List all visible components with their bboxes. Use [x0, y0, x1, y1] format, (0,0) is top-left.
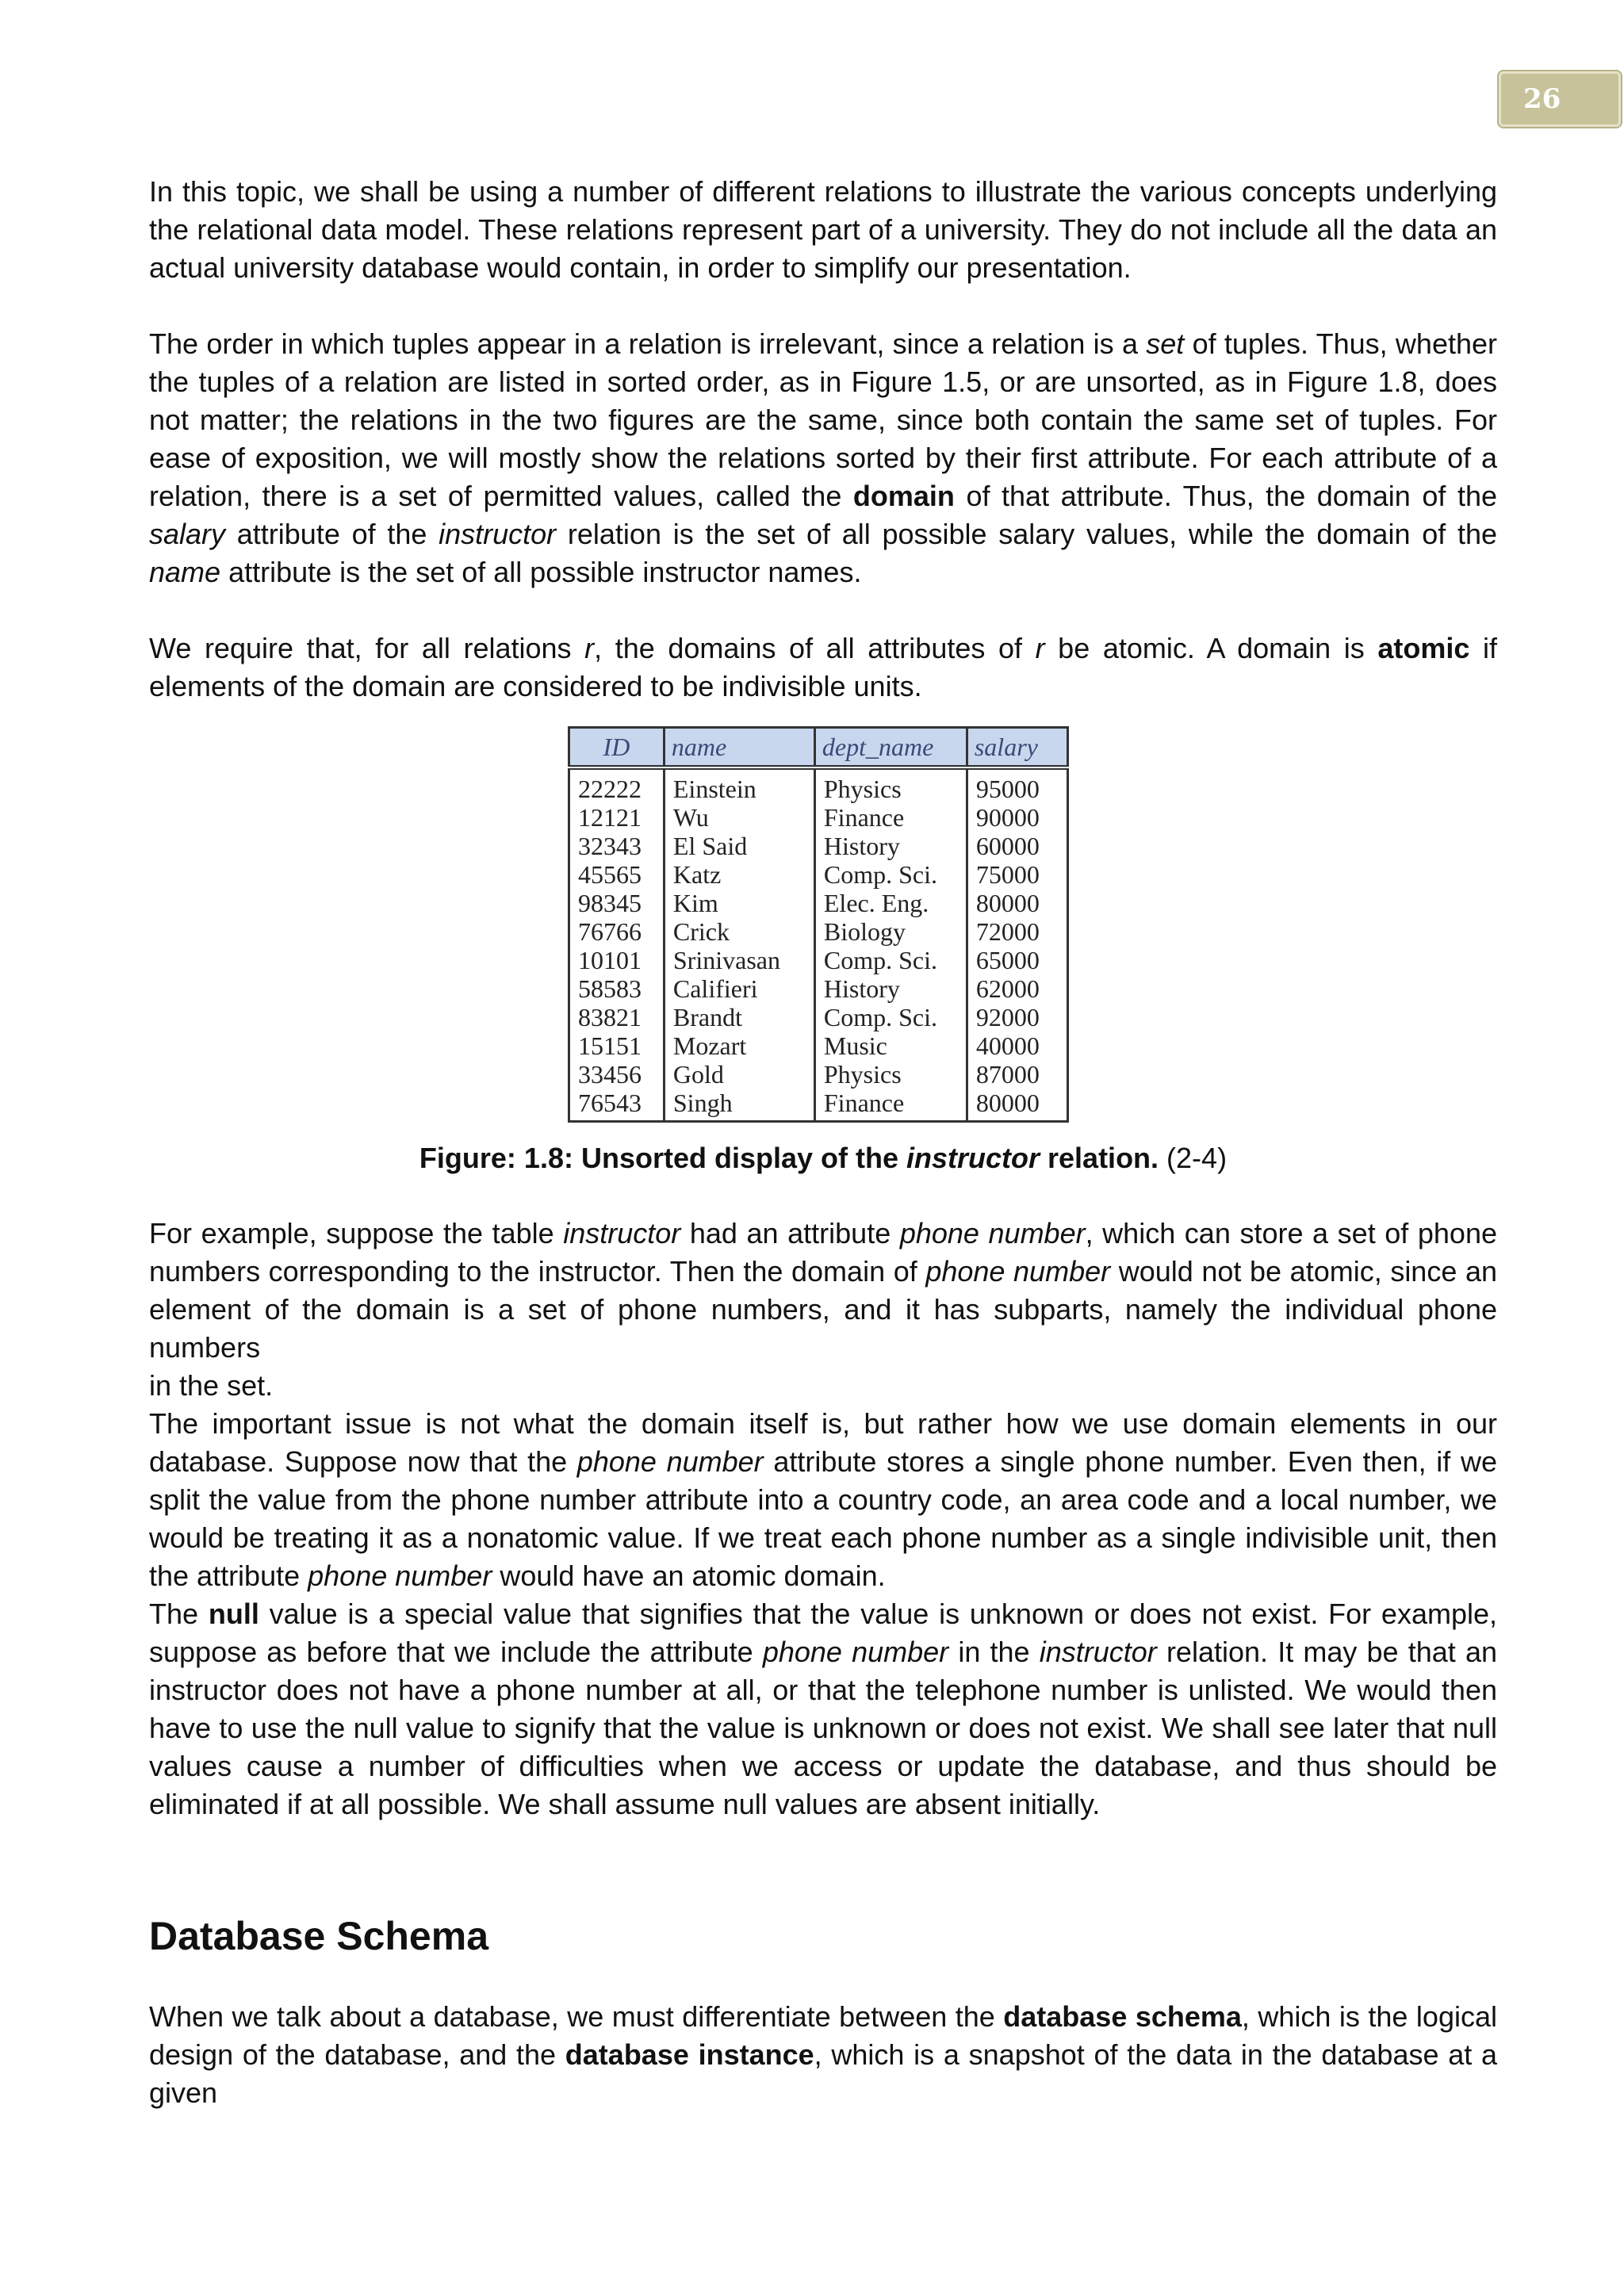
table-cell: Katz [672, 860, 722, 889]
table-cell: Finance [823, 803, 905, 832]
table-cell: Elec. Eng. [823, 889, 929, 917]
table-cell: Singh [672, 1089, 733, 1117]
table-cell: 98345 [578, 889, 642, 917]
table-cell: 32343 [578, 832, 642, 860]
table-cell: 76543 [578, 1089, 642, 1117]
table-cell: 72000 [975, 917, 1040, 946]
table-cell: 40000 [975, 1031, 1040, 1060]
paragraph-schema-instance: When we talk about a database, we must differentiate between the database schema, which is the logical design of the database, and the database instance, which is a snapshot of the data in the database at a given [149, 2000, 1498, 2109]
table-cell: 95000 [975, 775, 1040, 803]
table-cell: Music [823, 1031, 887, 1060]
table-cell: 10101 [578, 946, 642, 974]
paragraph-phone-example: For example, suppose the table instructor had an attribute phone number, which can store a set of phone numbers corresponding to the instructor. Then the domain of phone number would not be atomic, since an element of the domain is a set of phone numbers, and it has subparts, namely the individual phone numbers in the set. [149, 1217, 1498, 1402]
table-cell: 15151 [578, 1031, 642, 1060]
table-cell: Brandt [672, 1003, 742, 1031]
table-cell: 33456 [578, 1060, 642, 1089]
table-cell: Biology [823, 917, 906, 946]
column-name [664, 767, 814, 1122]
paragraph-intro: In this topic, we shall be using a number of different relations to illustrate the various concepts underlying the relational data model. These relations represent part of a university. They do not include all the data an actual university database would contain, in order to simplify our presentation. [149, 175, 1497, 284]
table-cell: 83821 [578, 1003, 642, 1031]
table-header-row [569, 728, 1068, 768]
table-cell: 12121 [578, 803, 642, 832]
table-cell: Comp. Sci. [823, 860, 937, 889]
table-cell: Kim [672, 889, 718, 917]
table-cell: 90000 [975, 803, 1040, 832]
table-cell: History [823, 832, 900, 860]
paragraph-tuple-order: The order in which tuples appear in a relation is irrelevant, since a relation is a set of tuples. Thus, whether the tuples of a relation are listed in sorted order, as in Figure 1.5, or are unsorted, as in Figure 1.8, does not matter; the relations in the two figures are the same, since both contain the same set of tuples. For ease of exposition, we will mostly show the relations sorted by their first attribute. For each attribute of a relation, there is a set of permitted values, called the domain of that attribute. Thus, the domain of the salary attribute of the instructor relation is the set of all possible salary values, while the domain of the name attribute is the set of all possible instructor names. [149, 327, 1498, 588]
table-cell: 60000 [975, 832, 1040, 860]
table-cell: 75000 [975, 860, 1040, 889]
table-cell: Gold [672, 1060, 724, 1089]
table-cell: Einstein [672, 775, 756, 803]
paragraph-null-value: The null value is a special value that signifies that the value is unknown or does not exist. For example, suppose as before that we include the attribute phone number in the instructor relation. It may be that an instructor does not have a phone number at all, or that the telephone number is unlisted. We would then have to use the null value to signify that the value is unknown or does not exist. We shall see later that null values cause a number of difficulties when we access or update the database, and thus should be eliminated if at all possible. We shall assume null values are absent initially. [149, 1598, 1498, 1820]
table-cell: 58583 [578, 974, 642, 1003]
header-salary: salary [967, 728, 1067, 768]
table-cell: El Said [672, 832, 748, 860]
table-cell: 92000 [975, 1003, 1040, 1031]
table-cell: 22222 [578, 775, 642, 803]
column-dept-name [814, 767, 967, 1122]
table-cell: Crick [672, 917, 730, 946]
header-name: name [664, 728, 814, 768]
table-cell: 65000 [975, 946, 1040, 974]
table-cell: 87000 [975, 1060, 1040, 1089]
instructor-relation-figure [568, 726, 1069, 1118]
table-cell: Finance [823, 1089, 905, 1117]
instructor-table [568, 726, 1069, 1123]
table-cell: History [823, 974, 900, 1003]
table-cell: 80000 [975, 889, 1040, 917]
header-dept-name: dept_name [814, 728, 967, 768]
table-cell: Califieri [672, 974, 758, 1003]
page-number: 26 [1523, 83, 1561, 115]
paragraph-domain-usage: The important issue is not what the domain itself is, but rather how we use domain elements in our database. Suppose now that the phone number attribute stores a single phone number. Even then, if we split the value from the phone number attribute into a country code, an area code and a local number, we would be treating it as a nonatomic value. If we treat each phone number as a single indivisible unit, then the attribute phone number would have an atomic domain. [149, 1407, 1497, 1592]
table-cell: Physics [823, 775, 902, 803]
figure-caption: Figure: 1.8: Unsorted display of the instructor relation. (2-4) [419, 1142, 1228, 1174]
table-cell: 62000 [975, 974, 1040, 1003]
table-body-row [569, 767, 1068, 1122]
table-cell: Physics [823, 1060, 902, 1089]
column-salary [967, 767, 1067, 1122]
table-cell: 80000 [975, 1089, 1040, 1117]
table-cell: Comp. Sci. [823, 946, 937, 974]
column-id [569, 767, 665, 1122]
table-cell: 76766 [578, 917, 642, 946]
table-cell: 45565 [578, 860, 642, 889]
table-cell: Mozart [672, 1031, 747, 1060]
page-number-badge [1499, 71, 1621, 127]
paragraph-atomic: We require that, for all relations r, the domains of all attributes of r be atomic. A domain is atomic if elements of the domain are considered to be indivisible units. [149, 632, 1497, 702]
header-id: ID [569, 728, 665, 768]
section-heading: Database Schema [149, 1914, 489, 1958]
table-cell: Wu [672, 803, 709, 832]
table-cell: Srinivasan [672, 946, 780, 974]
table-cell: Comp. Sci. [823, 1003, 937, 1031]
